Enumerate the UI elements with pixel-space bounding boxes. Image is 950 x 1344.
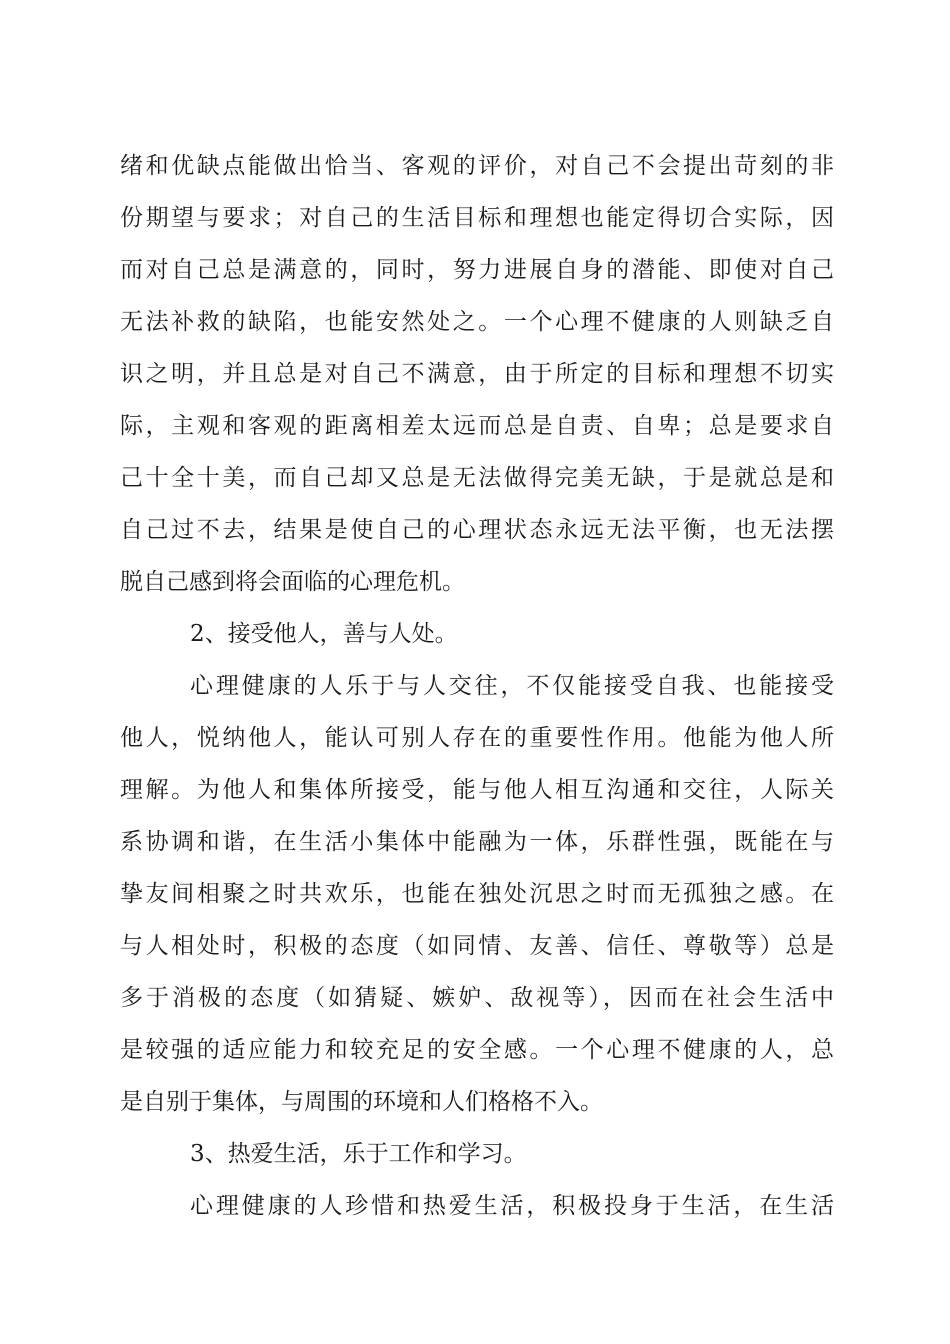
text-line: 无法补救的缺陷，也能安然处之。一个心理不健康的人则缺乏自	[120, 309, 834, 335]
text-line: 与人相处时，积极的态度（如同情、友善、信任、尊敬等）总是	[120, 933, 834, 959]
text-line: 绪和优缺点能做出恰当、客观的评价，对自己不会提出苛刻的非	[120, 153, 834, 179]
text-line: 是自别于集体，与周围的环境和人们格格不入。	[120, 1089, 603, 1115]
text-line: 己十全十美，而自己却又总是无法做得完美无缺，于是就总是和	[120, 465, 834, 491]
text-line: 挚友间相聚之时共欢乐，也能在独处沉思之时而无孤独之感。在	[120, 881, 834, 907]
text-line: 多于消极的态度（如猜疑、嫉妒、敌视等），因而在社会生活中	[120, 985, 834, 1011]
text-line: 自己过不去，结果是使自己的心理状态永远无法平衡，也无法摆	[120, 517, 834, 543]
text-line: 识之明，并且总是对自己不满意，由于所定的目标和理想不切实	[120, 361, 834, 387]
text-line: 他人，悦纳他人，能认可别人存在的重要性作用。他能为他人所	[120, 725, 834, 751]
section-heading-3: 3、热爱生活，乐于工作和学习。	[190, 1141, 527, 1167]
text-line: 心理健康的人乐于与人交往，不仅能接受自我、也能接受	[190, 673, 834, 699]
text-line: 心理健康的人珍惜和热爱生活，积极投身于生活，在生活	[190, 1193, 834, 1219]
text-line: 际，主观和客观的距离相差太远而总是自责、自卑；总是要求自	[120, 413, 834, 439]
text-line: 脱自己感到将会面临的心理危机。	[120, 569, 465, 595]
text-line: 而对自己总是满意的，同时，努力进展自身的潜能、即使对自己	[120, 257, 834, 283]
text-line: 理解。为他人和集体所接受，能与他人相互沟通和交往，人际关	[120, 777, 834, 803]
section-heading-2: 2、接受他人，善与人处。	[190, 621, 458, 647]
text-line: 份期望与要求；对自己的生活目标和理想也能定得切合实际，因	[120, 205, 834, 231]
text-line: 系协调和谐，在生活小集体中能融为一体，乐群性强，既能在与	[120, 829, 834, 855]
text-line: 是较强的适应能力和较充足的安全感。一个心理不健康的人，总	[120, 1037, 834, 1063]
